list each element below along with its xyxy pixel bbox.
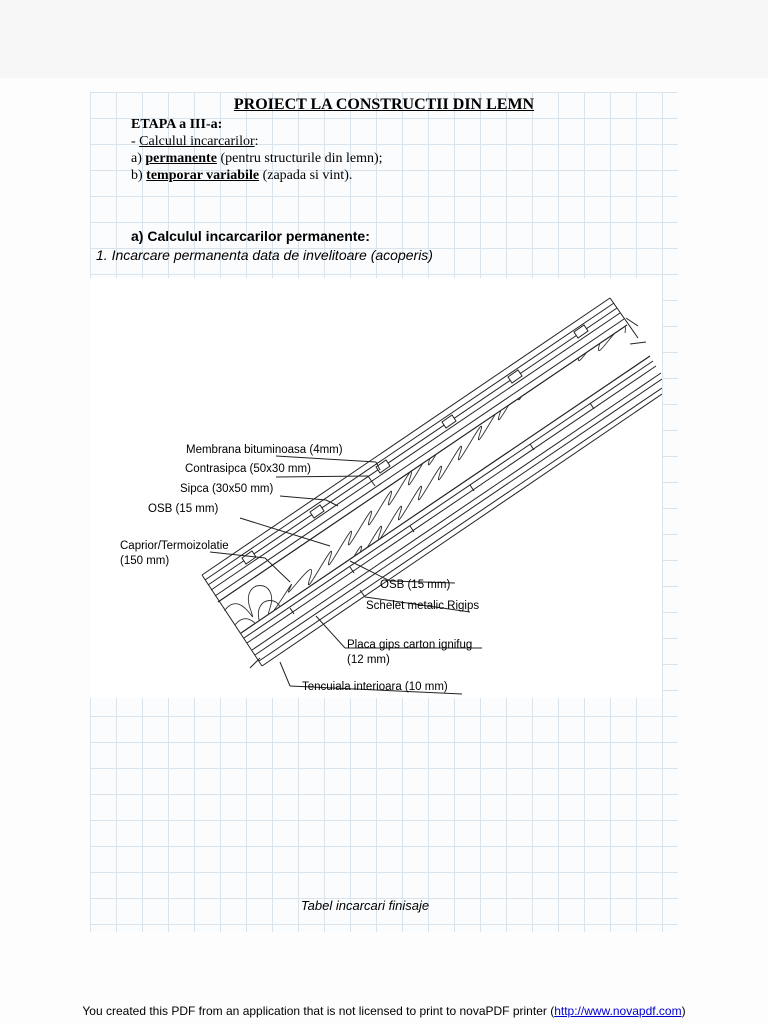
label-osb-bottom: OSB (15 mm) [380, 579, 451, 591]
label-placa-size: (12 mm) [347, 654, 390, 666]
roof-section-svg [90, 278, 662, 698]
label-caprior: Caprior/Termoizolatie [120, 540, 229, 552]
page-title: PROIECT LA CONSTRUCTII DIN LEMN [233, 96, 535, 113]
table-caption: Tabel incarcari finisaje [300, 898, 430, 913]
membrane-line [202, 298, 610, 575]
label-schelet: Schelet metalic Rigips [366, 600, 480, 612]
label-placa: Placa gips carton ignifug [347, 639, 473, 651]
label-contrasipca: Contrasipca (50x30 mm) [185, 463, 311, 475]
roof-section-drawing [90, 278, 662, 698]
label-osb-top: OSB (15 mm) [148, 503, 219, 515]
list-item-temporar: b) temporar variabile (zapada si vint). [131, 168, 353, 183]
etapa-heading: ETAPA a III-a: [131, 117, 223, 132]
label-tencuiala: Tencuiala interioara (10 mm) [302, 681, 448, 693]
label-membrana: Membrana bituminoasa (4mm) [186, 444, 343, 456]
label-caprior-size: (150 mm) [120, 555, 170, 567]
novapdf-link[interactable]: http://www.novapdf.com [554, 1004, 682, 1018]
footer-notice: You created this PDF from an application that is not licensed to print to novaPDF printer (http://www.novapdf.com) [82, 1004, 686, 1018]
list-item-permanente: a) permanente (pentru structurile din lemn); [131, 151, 383, 166]
section-heading: a) Calculul incarcarilor permanente: [131, 228, 370, 244]
label-sipca: Sipca (30x50 mm) [180, 483, 274, 495]
top-band [0, 0, 768, 78]
list-item-calcul: - Calculul incarcarilor: [131, 134, 259, 149]
section-subheading: 1. Incarcare permanenta data de invelitoare (acoperis) [96, 247, 433, 263]
